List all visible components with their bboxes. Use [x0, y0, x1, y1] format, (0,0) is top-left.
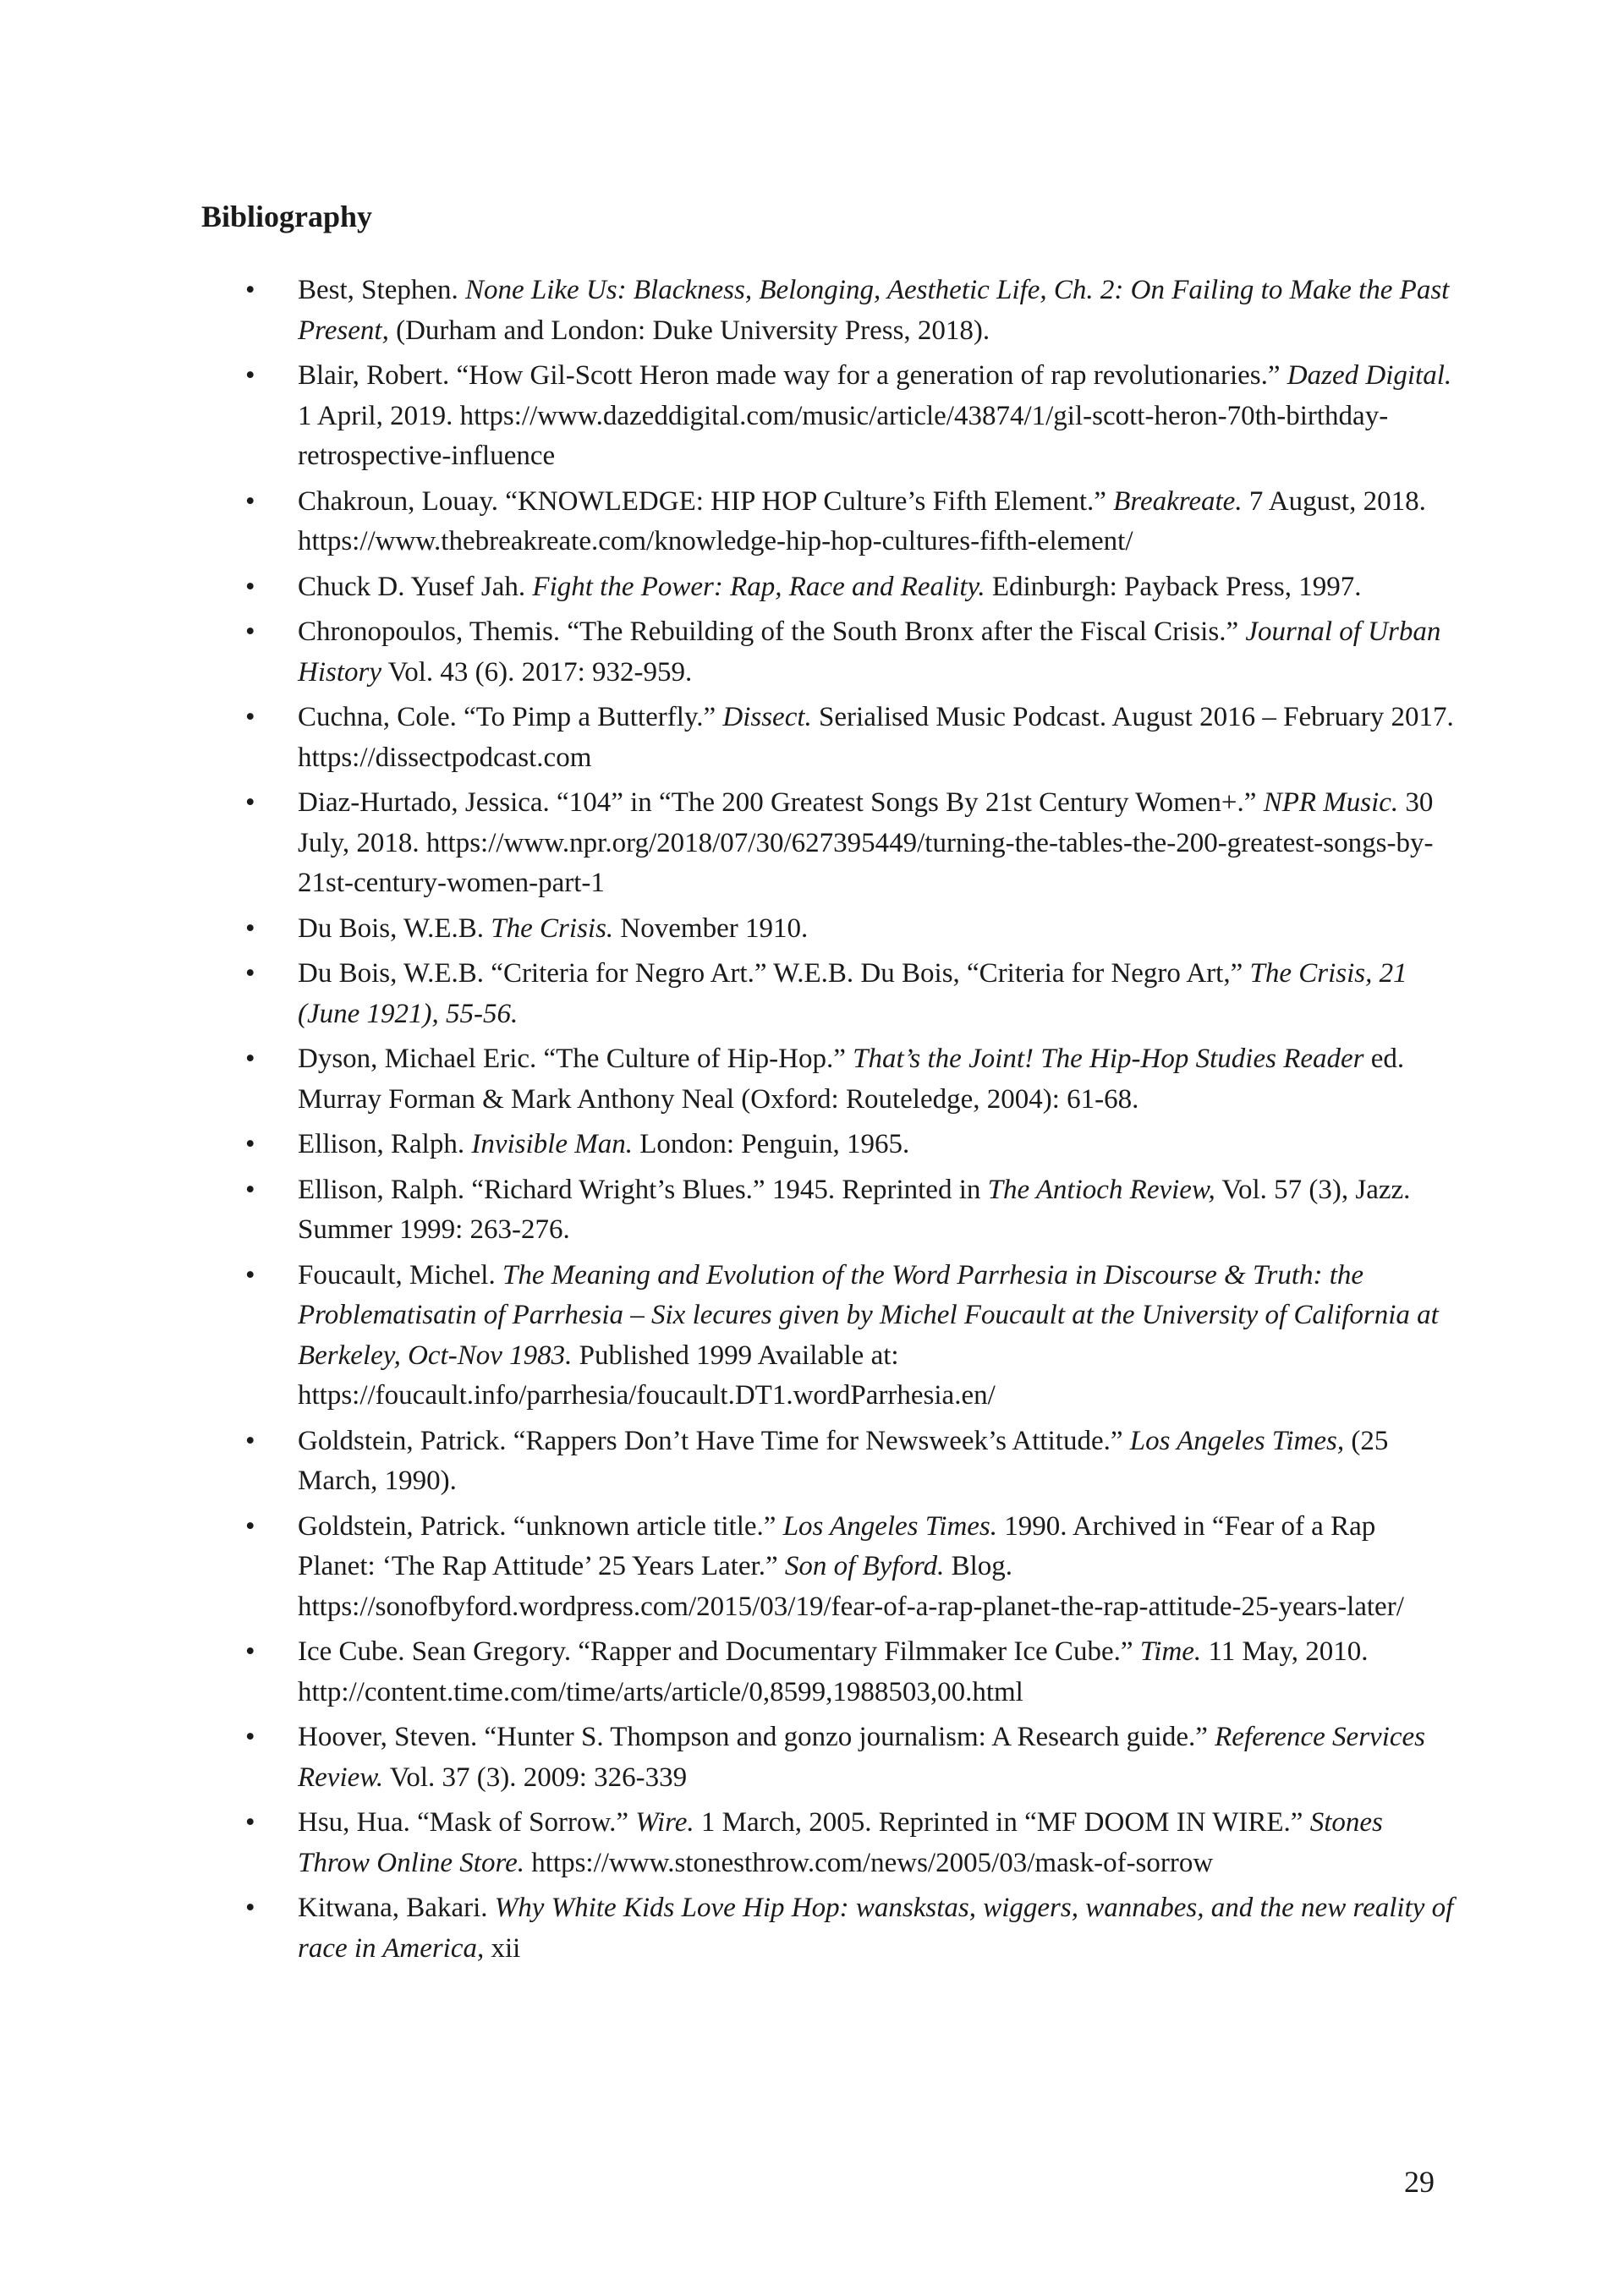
- bullet-icon: •: [245, 958, 255, 989]
- citation-text: Cuchna, Cole. “To Pimp a Butterfly.”: [298, 702, 723, 732]
- bibliography-entry: [0, 909, 1455, 950]
- bibliography-entry: [0, 1718, 1455, 1798]
- entry-text: [298, 1718, 1455, 1798]
- italic-title: Why White Kids Love Hip Hop: wanskstas, wiggers, wannabes, and the new reality of race in America,: [298, 1893, 1454, 1964]
- bullet-icon: •: [245, 1636, 255, 1667]
- bibliography-entry: [0, 1803, 1455, 1883]
- italic-title: Wire.: [635, 1807, 694, 1838]
- bibliography-entry: [0, 1170, 1455, 1251]
- entry-text: [298, 1803, 1455, 1883]
- bullet-icon: •: [245, 787, 255, 818]
- italic-title: Time.: [1139, 1636, 1202, 1667]
- entry-text: [298, 783, 1455, 904]
- citation-text: 1990. Archived in “Fear of a Rap Planet: ‘The Rap Attitude’ 25 Years Later.”: [298, 1510, 1376, 1581]
- bibliography-entry: [0, 1256, 1455, 1417]
- citation-text: 1 April, 2019. https://www.dazeddigital.com/music/article/43874/1/gil-scott-heron-70th-birthday-retrospective-influence: [298, 400, 1389, 471]
- entry-text: [298, 271, 1455, 351]
- italic-title: The Meaning and Evolution of the Word Parrhesia in Discourse & Truth: the Problematisatin of Parrhesia – Six lecures given by Michel Foucault at the University of California at Berkeley, Oct-Nov 1983.: [298, 1259, 1439, 1371]
- italic-title: Fight the Power: Rap, Race and Reality.: [532, 571, 985, 602]
- italic-title: Dissect.: [722, 702, 812, 732]
- entry-text: [298, 1632, 1455, 1712]
- entry-text: [298, 1256, 1455, 1417]
- citation-text: Goldstein, Patrick. “Rappers Don’t Have Time for Newsweek’s Attitude.”: [298, 1425, 1130, 1456]
- citation-text: Ellison, Ralph.: [298, 1129, 472, 1159]
- citation-text: Blair, Robert. “How Gil-Scott Heron made way for a generation of rap revolutionaries.”: [298, 360, 1287, 391]
- citation-text: Blog. https://sonofbyford.wordpress.com/2015/03/19/fear-of-a-rap-planet-the-rap-attitude-25-years-later/: [298, 1551, 1404, 1622]
- citation-text: Dyson, Michael Eric. “The Culture of Hip-Hop.”: [298, 1044, 853, 1074]
- italic-title: NPR Music.: [1263, 787, 1399, 818]
- citation-text: Hsu, Hua. “Mask of Sorrow.”: [298, 1807, 636, 1838]
- citation-text: 1 March, 2005. Reprinted in “MF DOOM IN WIRE.”: [694, 1807, 1310, 1838]
- bullet-icon: •: [245, 702, 255, 732]
- bullet-icon: •: [245, 360, 255, 391]
- entry-text: [298, 1125, 1455, 1165]
- bibliography-entry: [0, 612, 1455, 693]
- entry-text: [298, 1170, 1455, 1251]
- italic-title: Dazed Digital.: [1287, 360, 1452, 391]
- citation-text: London: Penguin, 1965.: [632, 1129, 910, 1159]
- entry-text: [298, 482, 1455, 562]
- italic-title: Stones Throw Online Store.: [298, 1807, 1383, 1878]
- entry-text: [298, 1422, 1455, 1502]
- italic-title: Los Angeles Times,: [1129, 1425, 1345, 1456]
- citation-text: Chronopoulos, Themis. “The Rebuilding of the South Bronx after the Fiscal Crisis.”: [298, 616, 1246, 647]
- citation-text: Hoover, Steven. “Hunter S. Thompson and gonzo journalism: A Research guide.”: [298, 1722, 1215, 1752]
- citation-text: ed. Murray Forman & Mark Anthony Neal (Oxford: Routeledge, 2004): 61-68.: [298, 1044, 1405, 1115]
- bibliography-entry: [0, 356, 1455, 477]
- italic-title: Breakreate.: [1113, 485, 1243, 517]
- italic-title: Reference Services Review.: [298, 1722, 1425, 1793]
- citation-text: Du Bois, W.E.B.: [298, 912, 491, 944]
- italic-title: Invisible Man.: [471, 1129, 633, 1159]
- entry-text: [298, 954, 1455, 1034]
- bullet-icon: •: [245, 1807, 255, 1838]
- citation-text: Chuck D. Yusef Jah.: [298, 571, 533, 602]
- citation-text: Edinburgh: Payback Press, 1997.: [985, 571, 1362, 602]
- italic-title: Journal of Urban History: [298, 616, 1441, 688]
- citation-text: 7 August, 2018. https://www.thebreakreate.com/knowledge-hip-hop-cultures-fifth-element/: [298, 485, 1426, 556]
- bullet-icon: •: [245, 275, 255, 305]
- bullet-icon: •: [245, 1174, 255, 1205]
- italic-title: The Crisis, 21 (June 1921), 55-56.: [298, 958, 1407, 1029]
- bibliography-entry: [0, 567, 1455, 608]
- page-title: Bibliography: [201, 200, 373, 233]
- citation-text: (Durham and London: Duke University Press, 2018).: [388, 315, 990, 346]
- bibliography-entry: [0, 1507, 1455, 1628]
- citation-text: xii: [484, 1932, 521, 1964]
- entry-text: [298, 356, 1455, 477]
- bullet-icon: •: [245, 1044, 255, 1074]
- bullet-icon: •: [245, 571, 255, 602]
- citation-text: Serialised Music Podcast. August 2016 – February 2017. https://dissectpodcast.com: [298, 702, 1454, 773]
- bibliography-entry: [0, 1888, 1455, 1969]
- page-number: 29: [1404, 2165, 1435, 2199]
- italic-title: Son of Byford.: [784, 1551, 945, 1581]
- citation-text: 11 May, 2010. http://content.time.com/time/arts/article/0,8599,1988503,00.html: [298, 1636, 1369, 1707]
- entry-text: [298, 567, 1455, 608]
- bibliography-entry: [0, 271, 1455, 351]
- bullet-icon: •: [245, 1722, 255, 1752]
- bibliography-entry: [0, 482, 1455, 562]
- entry-text: [298, 1039, 1455, 1120]
- citation-text: November 1910.: [613, 912, 809, 944]
- italic-title: The Antioch Review,: [987, 1174, 1215, 1205]
- bullet-icon: •: [245, 1893, 255, 1923]
- italic-title: None Like Us: Blackness, Belonging, Aesthetic Life, Ch. 2: On Failing to Make the Past Present,: [298, 275, 1450, 346]
- citation-text: 30 July, 2018. https://www.npr.org/2018/07/30/627395449/turning-the-tables-the-200-greatest-songs-by-21st-century-women-part-1: [298, 787, 1434, 898]
- bullet-icon: •: [245, 1510, 255, 1542]
- citation-text: Goldstein, Patrick. “unknown article title.”: [298, 1510, 783, 1542]
- bibliography-entry: [0, 698, 1455, 778]
- entry-text: [298, 698, 1455, 778]
- bullet-icon: •: [245, 1425, 255, 1456]
- citation-text: Vol. 37 (3). 2009: 326-339: [383, 1762, 688, 1793]
- citation-text: Vol. 43 (6). 2017: 932-959.: [381, 656, 693, 688]
- entry-text: [298, 909, 1455, 950]
- bibliography-entry: [0, 954, 1455, 1034]
- italic-title: The Crisis.: [491, 912, 614, 944]
- bibliography-entry: [0, 1125, 1455, 1165]
- citation-text: Chakroun, Louay. “KNOWLEDGE: HIP HOP Culture’s Fifth Element.”: [298, 485, 1114, 517]
- citation-text: Ellison, Ralph. “Richard Wright’s Blues.” 1945. Reprinted in: [298, 1174, 988, 1205]
- entry-text: [298, 1507, 1455, 1628]
- entry-text: [298, 1888, 1455, 1969]
- citation-text: Kitwana, Bakari.: [298, 1893, 495, 1923]
- citation-text: https://www.stonesthrow.com/news/2005/03/mask-of-sorrow: [524, 1847, 1214, 1878]
- bullet-icon: •: [245, 1259, 255, 1290]
- citation-text: (25 March, 1990).: [298, 1425, 1389, 1496]
- citation-text: Published 1999 Available at: https://foucault.info/parrhesia/foucault.DT1.wordParrhesia.en/: [298, 1340, 996, 1411]
- italic-title: That’s the Joint! The Hip-Hop Studies Reader: [853, 1044, 1364, 1074]
- bibliography-entry: [0, 1039, 1455, 1120]
- bullet-icon: •: [245, 912, 255, 944]
- italic-title: Los Angeles Times.: [782, 1510, 998, 1542]
- citation-text: Vol. 57 (3), Jazz. Summer 1999: 263-276.: [298, 1174, 1411, 1245]
- citation-text: Ice Cube. Sean Gregory. “Rapper and Documentary Filmmaker Ice Cube.”: [298, 1636, 1140, 1667]
- bibliography-entry: [0, 1632, 1455, 1712]
- entry-text: [298, 612, 1455, 693]
- citation-text: Diaz-Hurtado, Jessica. “104” in “The 200 Greatest Songs By 21st Century Women+.”: [298, 787, 1264, 818]
- citation-text: Foucault, Michel.: [298, 1259, 502, 1290]
- bibliography-list: [0, 271, 1624, 1974]
- bibliography-entry: [0, 783, 1455, 904]
- bullet-icon: •: [245, 1129, 255, 1159]
- citation-text: Du Bois, W.E.B. “Criteria for Negro Art.” W.E.B. Du Bois, “Criteria for Negro Art,”: [298, 958, 1250, 989]
- bullet-icon: •: [245, 485, 255, 517]
- bibliography-entry: [0, 1422, 1455, 1502]
- bullet-icon: •: [245, 616, 255, 647]
- citation-text: Best, Stephen.: [298, 275, 465, 305]
